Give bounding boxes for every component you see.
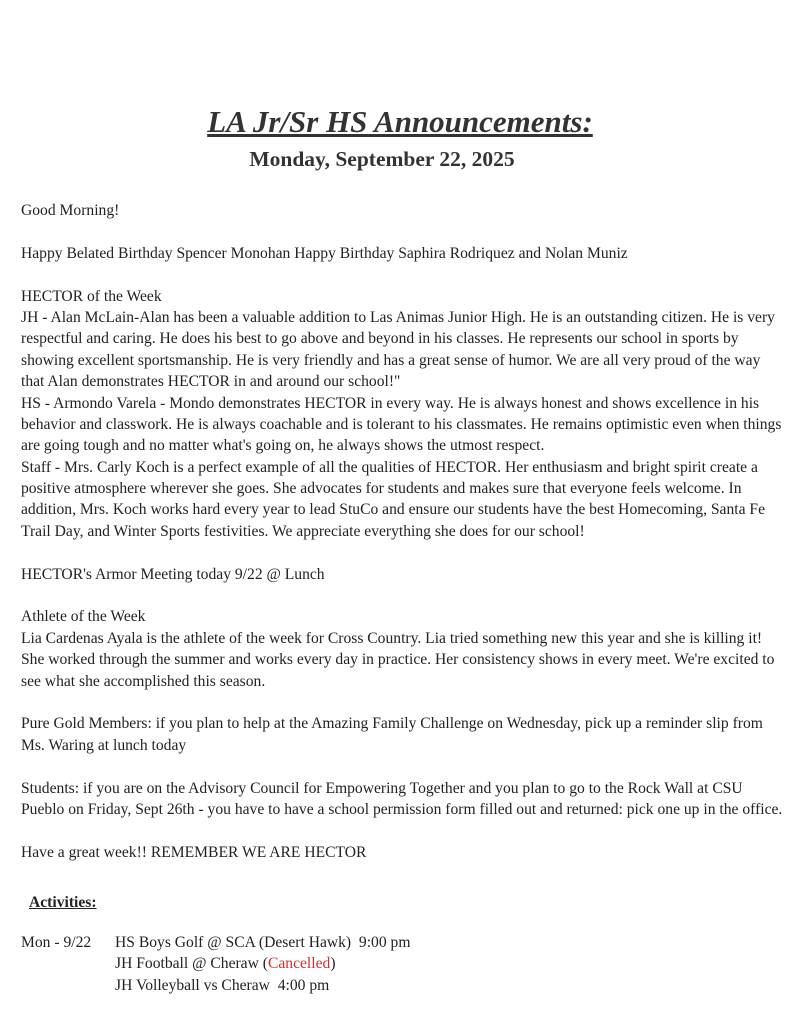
hector-line: Staff - Mrs. Carly Koch is a perfect example of all the qualities of HECTOR. Her enthusiasm and bright spirit create a	[21, 458, 758, 476]
activities-list	[21, 932, 410, 996]
hector-heading: HECTOR of the Week	[21, 287, 162, 305]
hector-line: are going tough and no matter what's going on, he always shows the utmost respect.	[21, 437, 545, 455]
activity-day: Mon - 9/22	[21, 934, 92, 951]
advisory-line: Students: if you are on the Advisory Council for Empowering Together and you plan to go to the Rock Wall at CSU	[21, 779, 743, 797]
athlete-line: She worked through the summer and works every day in practice. Her consistency shows in every meet. We're excited to	[21, 651, 775, 669]
activity-row	[21, 953, 410, 974]
hector-line: respectful and caring. He does his best to go above and beyond in his classes. He represents our school in sports by	[21, 330, 739, 348]
activities-heading: Activities:	[29, 894, 97, 911]
announcement-body	[21, 200, 791, 863]
pure-gold-line: Pure Gold Members: if you plan to help at the Amazing Family Challenge on Wednesday, pick up a reminder slip from	[21, 715, 763, 733]
athlete-heading: Athlete of the Week	[21, 608, 146, 626]
hector-line: behavior and classwork. He is always coachable and is tolerant to his classmates. He remains optimistic even when things	[21, 415, 782, 433]
announcement-date: Monday, September 22, 2025	[249, 147, 515, 171]
hector-line: addition, Mrs. Koch works hard every year to lead StuCo and ensure our students have the best Homecoming, Santa Fe	[21, 501, 766, 519]
athlete-line: Lia Cardenas Ayala is the athlete of the week for Cross Country. Lia tried something new this year and she is killing it!	[21, 629, 763, 647]
hector-line: that Alan demonstrates HECTOR in and around our school!"	[21, 373, 401, 391]
cancelled-status: Cancelled	[267, 955, 331, 973]
hector-line: positive atmosphere wherever she goes. She advocates for students and makes sure that everyone feels welcome. In	[21, 480, 742, 498]
activity-item-text: )	[330, 955, 336, 973]
hector-line: showing excellent sportsmanship. He is very friendly and has a great sense of humor. We are all very proud of the way	[21, 351, 761, 369]
hector-line: Trail Day, and Winter Sports festivities. We appreciate everything she does for our school!	[21, 522, 585, 540]
activity-item: HS Boys Golf @ SCA (Desert Hawk) 9:00 pm	[115, 934, 411, 951]
activity-item-text: JH Football @ Cheraw (	[115, 955, 268, 973]
activity-item: JH Volleyball vs Cheraw 4:00 pm	[115, 976, 330, 994]
pure-gold-line: Ms. Waring at lunch today	[21, 736, 187, 754]
armor-meeting: HECTOR's Armor Meeting today 9/22 @ Lunch	[21, 565, 325, 583]
greeting: Good Morning!	[21, 202, 120, 219]
activity-row	[21, 975, 410, 996]
birthdays: Happy Belated Birthday Spencer Monohan Happy Birthday Saphira Rodriquez and Nolan Muniz	[21, 244, 628, 262]
hector-line: JH - Alan McLain-Alan has been a valuable addition to Las Animas Junior High. He is an outstanding citizen. He is very	[21, 308, 775, 326]
athlete-line: see what she accomplished this season.	[21, 672, 266, 690]
activity-item	[115, 953, 336, 974]
hector-line: HS - Armondo Varela - Mondo demonstrates HECTOR in every way. He is always honest and shows excellence in his	[21, 394, 760, 412]
closing: Have a great week!! REMEMBER WE ARE HECTOR	[21, 843, 367, 861]
activity-row	[21, 932, 410, 953]
page-title: LA Jr/Sr HS Announcements:	[207, 104, 593, 139]
advisory-line: Pueblo on Friday, Sept 26th - you have to have a school permission form filled out and returned: pick one up in the office.	[21, 800, 783, 818]
